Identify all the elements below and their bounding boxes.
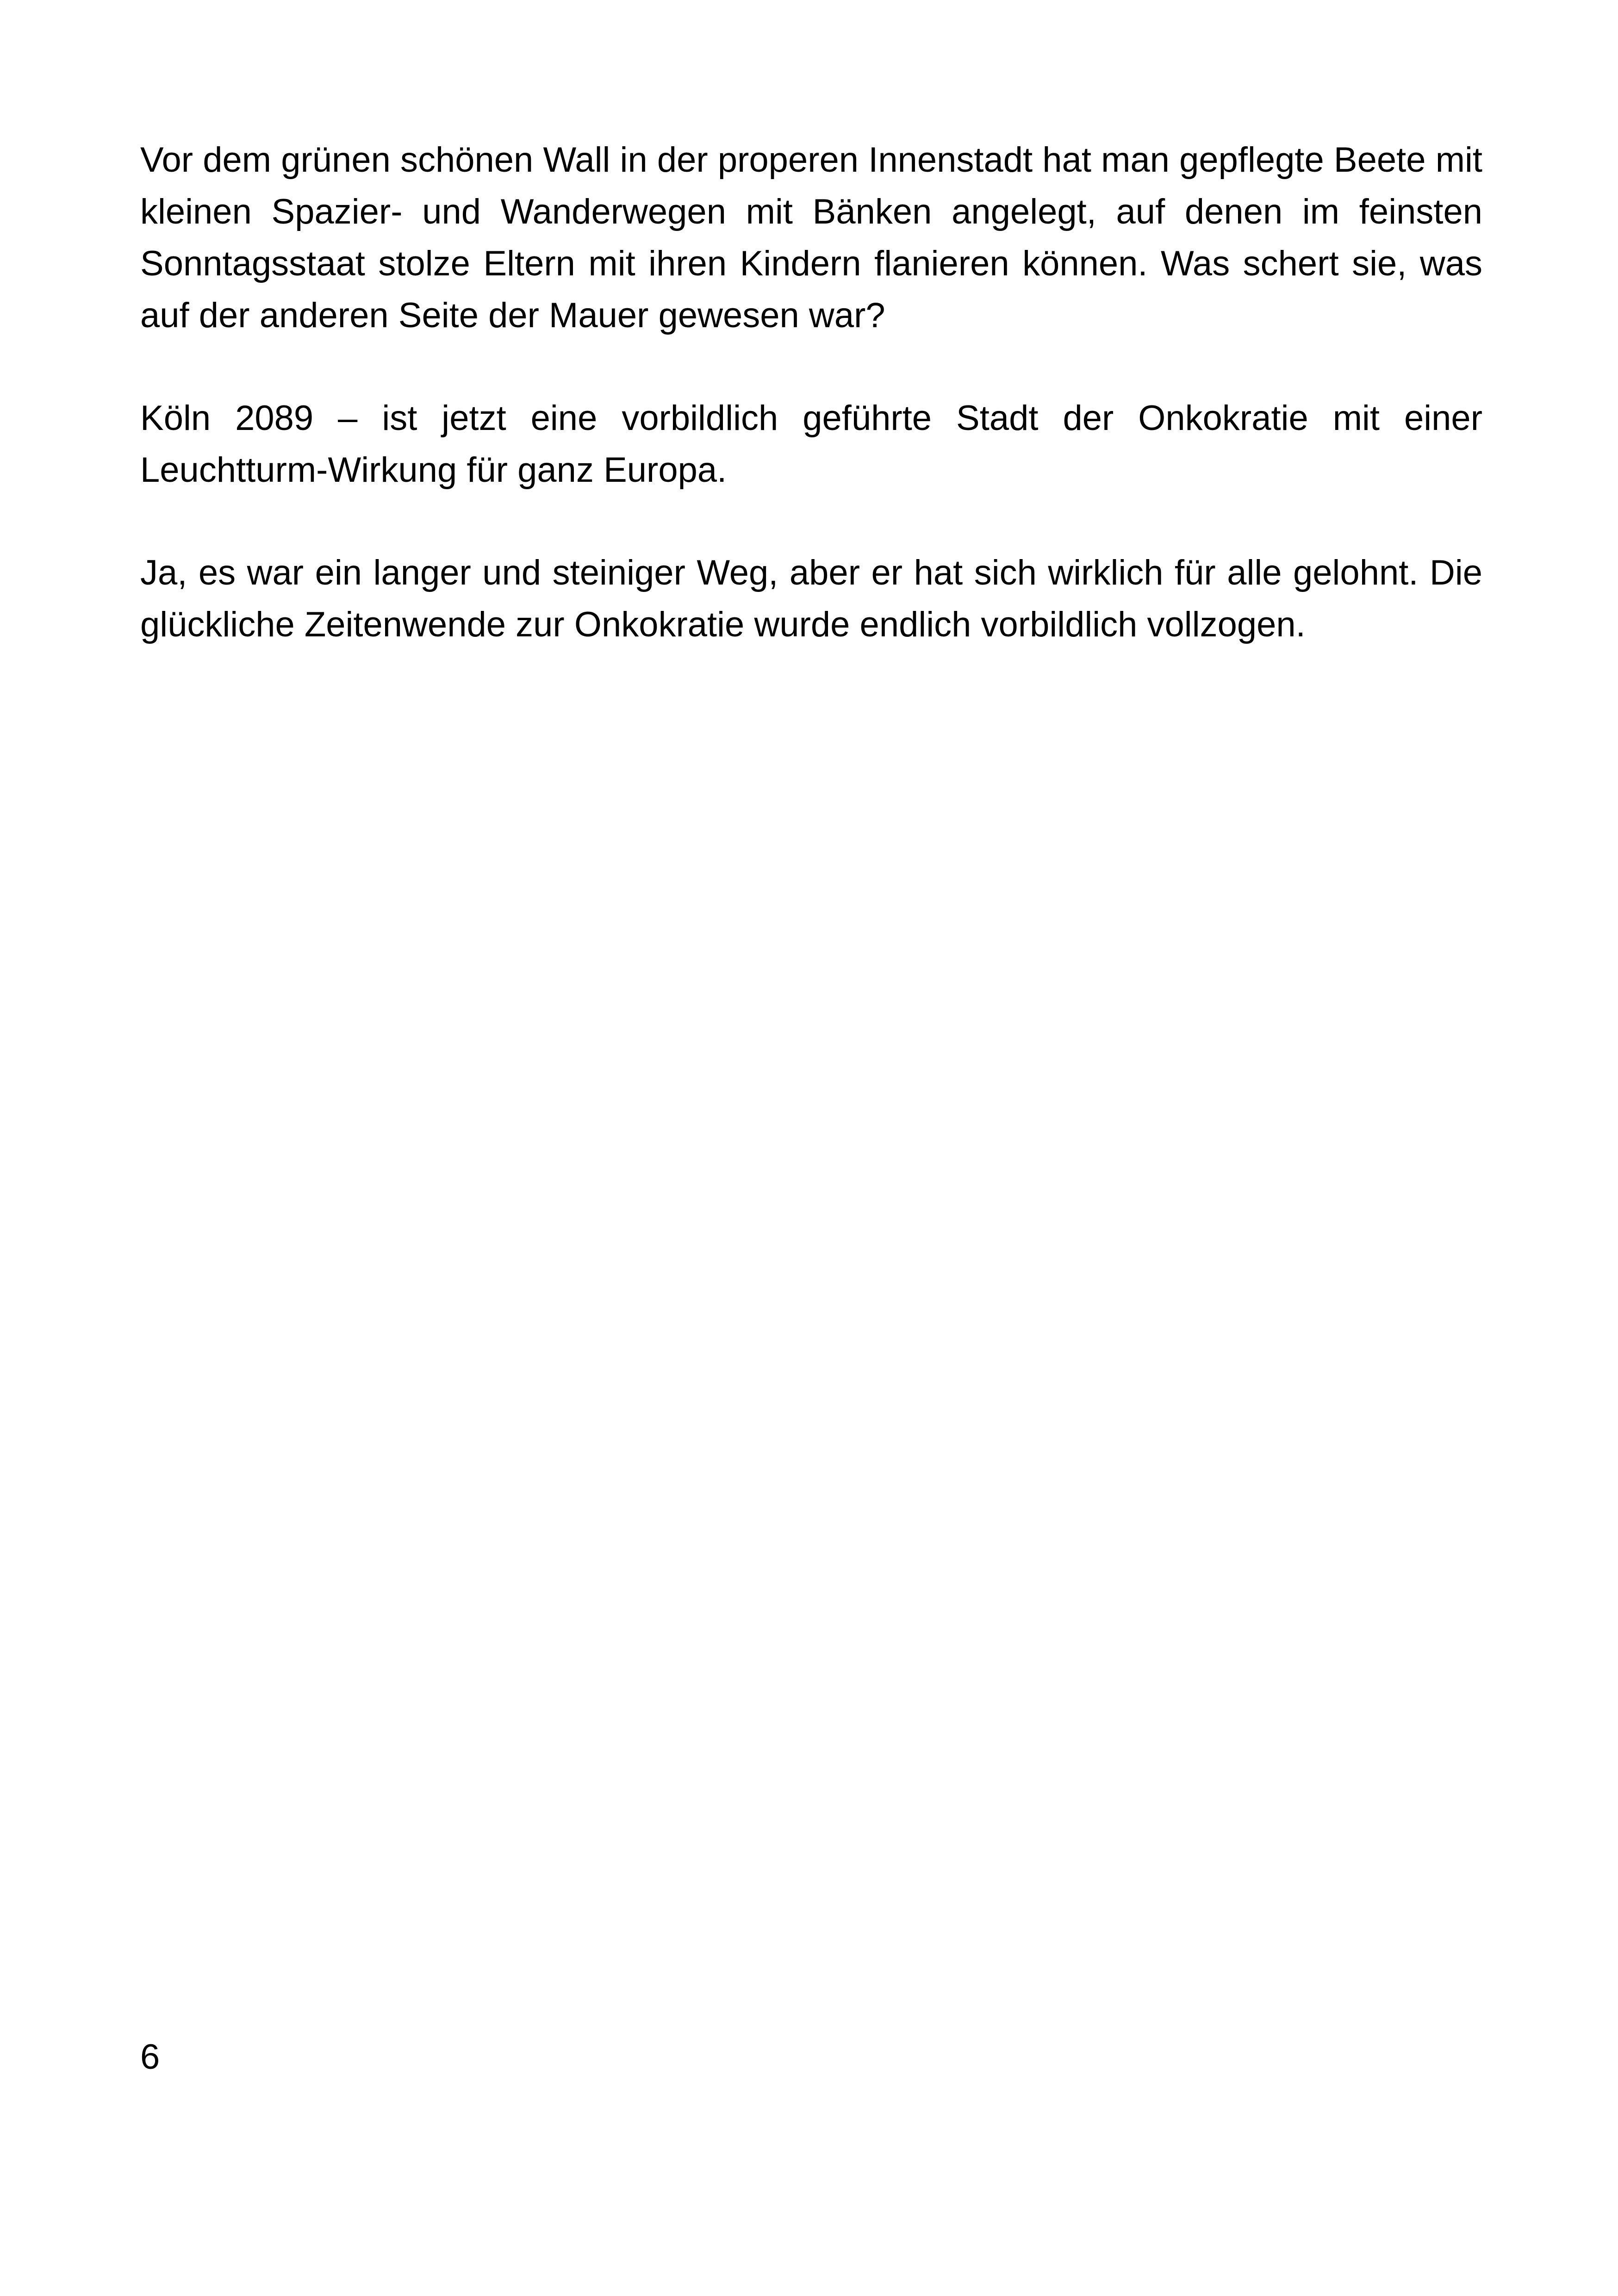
body-text [140, 134, 1482, 702]
paragraph-1: Vor dem grünen schönen Wall in der properen Innenstadt hat man gepflegte Beete mit kleinen Spazier- und Wanderwegen mit Bänken angelegt, auf denen im feinsten Sonntagsstaat stolze Eltern mit ihren Kindern flanieren können. Was schert sie, was auf der anderen Seite der Mauer gewesen war? [140, 140, 1482, 335]
paragraph-2: Köln 2089 – ist jetzt eine vorbildlich geführte Stadt der Onkokratie mit einer Leuchtturm-Wirkung für ganz Europa. [140, 398, 1482, 490]
page-number: 6 [140, 2037, 160, 2077]
paragraph-3: Ja, es war ein langer und steiniger Weg, aber er hat sich wirklich für alle gelohnt. Die glückliche Zeitenwende zur Onkokratie wurde endlich vorbildlich vollzogen. [140, 553, 1482, 644]
